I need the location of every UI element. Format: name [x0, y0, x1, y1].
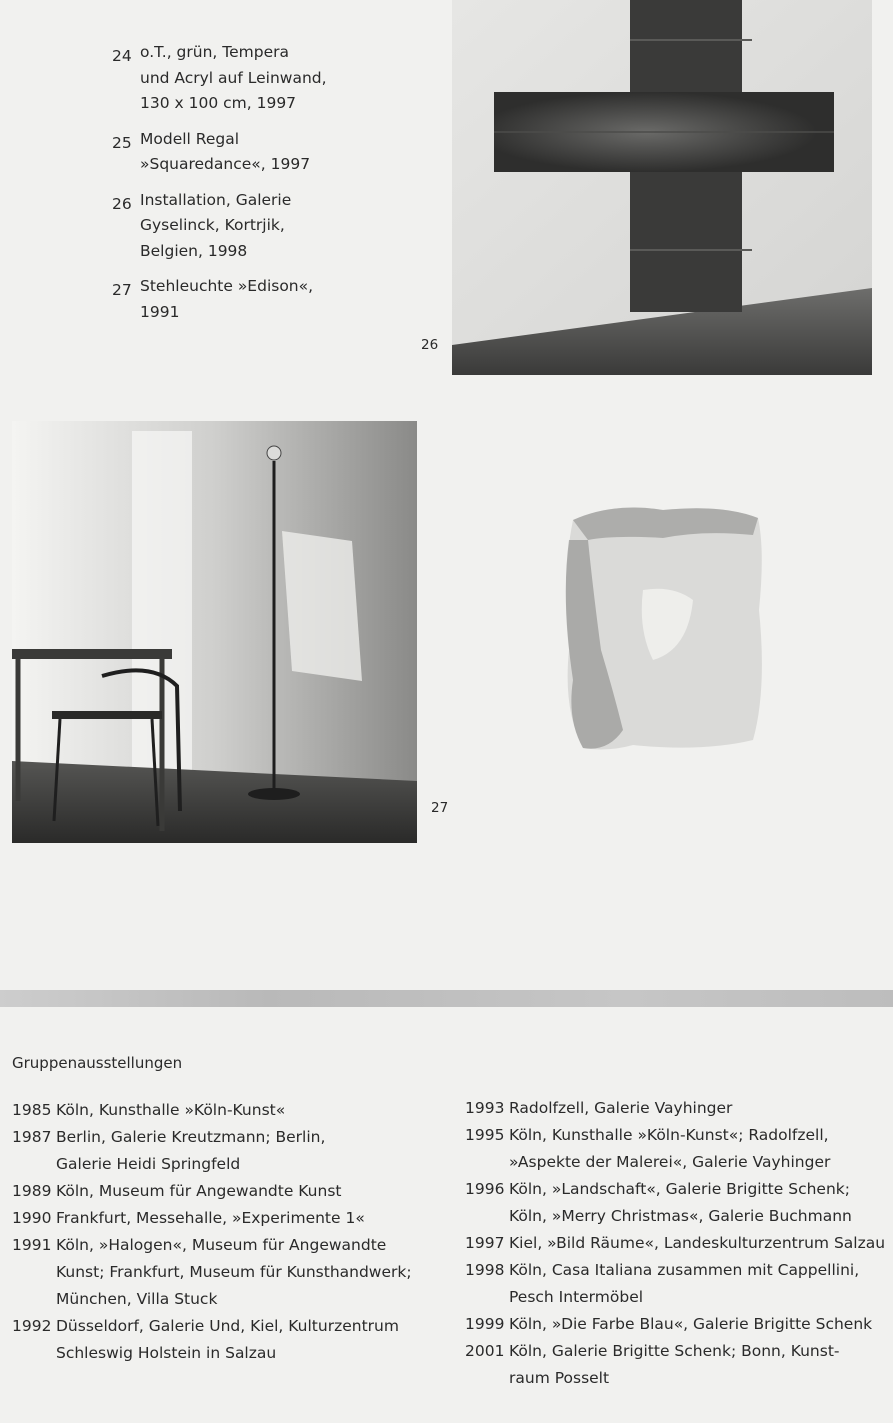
caption-26: [112, 188, 412, 265]
exhibition-row: [465, 1338, 893, 1392]
exhibition-text: Radolfzell, Galerie Vayhinger: [509, 1099, 733, 1117]
exhibition-year: 1995: [465, 1126, 505, 1144]
caption-number: 25: [112, 133, 132, 152]
exhibition-year: 1997: [465, 1234, 505, 1252]
exhibition-text: Köln, Kunsthalle »Köln-Kunst«; Radolfzell, »Aspekte der Malerei«, Galerie Vayhinger: [509, 1126, 831, 1171]
caption-number: 24: [112, 47, 132, 65]
figure-label-27: 27: [431, 800, 449, 816]
exhibition-year: 1992: [12, 1317, 52, 1335]
exhibition-year: 1985: [12, 1101, 52, 1119]
exhibition-row: [465, 1230, 893, 1257]
exhibition-text: Frankfurt, Messehalle, »Experimente 1«: [56, 1209, 365, 1227]
exhibition-row: [465, 1095, 893, 1122]
exhibition-text: Köln, Kunsthalle »Köln-Kunst«: [56, 1101, 286, 1119]
divider-band: [0, 990, 893, 1007]
caption-number: 27: [112, 281, 132, 299]
exhibition-text: Düsseldorf, Galerie Und, Kiel, Kulturzentrum Schleswig Holstein in Salzau: [56, 1317, 399, 1362]
exhibition-text: Köln, Museum für Angewandte Kunst: [56, 1182, 342, 1200]
caption-27: [112, 274, 412, 325]
exhibition-year: 1996: [465, 1180, 505, 1198]
exhibition-year: 1990: [12, 1209, 52, 1227]
exhibition-text: Berlin, Galerie Kreutzmann; Berlin, Galerie Heidi Springfeld: [56, 1128, 326, 1173]
exhibition-year: 1998: [465, 1261, 505, 1279]
exhibition-row: [12, 1124, 442, 1178]
exhibition-text: Köln, Casa Italiana zusammen mit Cappellini, Pesch Intermöbel: [509, 1261, 860, 1306]
exhibition-row: [465, 1176, 893, 1230]
exhibition-row: [12, 1313, 442, 1367]
caption-24: [112, 40, 412, 117]
caption-text: Modell Regal »Squaredance«, 1997: [140, 129, 311, 173]
caption-25: [112, 127, 412, 178]
installation-photo-graphic: [452, 0, 872, 375]
exhibition-year: 2001: [465, 1342, 505, 1360]
exhibition-row: [12, 1178, 442, 1205]
photo-lamp-27: [12, 421, 417, 843]
exhibition-year: 1991: [12, 1236, 52, 1254]
exhibition-year: 1999: [465, 1315, 505, 1333]
painting-graphic: [553, 490, 785, 780]
exhibition-text: Köln, Galerie Brigitte Schenk; Bonn, Kunst- raum Posselt: [509, 1342, 840, 1387]
exhibition-year: 1989: [12, 1182, 52, 1200]
lamp-photo-graphic: [12, 421, 417, 843]
exhibition-row: [465, 1311, 893, 1338]
exhibition-year: 1993: [465, 1099, 505, 1117]
exhibition-list-left: [12, 1097, 442, 1367]
exhibition-row: [12, 1205, 442, 1232]
exhibition-year: 1987: [12, 1128, 52, 1146]
section-title: Gruppenausstellungen: [12, 1054, 183, 1072]
exhibition-row: [465, 1122, 893, 1176]
exhibition-row: [465, 1257, 893, 1311]
exhibition-text: Köln, »Halogen«, Museum für Angewandte Kunst; Frankfurt, Museum für Kunsthandwerk; München, Villa Stuck: [56, 1236, 412, 1308]
exhibition-text: Kiel, »Bild Räume«, Landeskulturzentrum Salzau: [509, 1234, 886, 1252]
exhibition-text: Köln, »Landschaft«, Galerie Brigitte Schenk; Köln, »Merry Christmas«, Galerie Buchmann: [509, 1180, 852, 1225]
exhibition-row: [12, 1232, 442, 1313]
exhibition-list-right: [465, 1095, 893, 1392]
painting-24: [553, 490, 785, 780]
caption-number: 26: [112, 194, 132, 213]
figure-label-26: 26: [421, 337, 439, 353]
exhibition-row: [12, 1097, 442, 1124]
caption-text: Installation, Galerie Gyselinck, Kortrjik, Belgien, 1998: [140, 190, 292, 260]
caption-text: o.T., grün, Tempera und Acryl auf Leinwand, 130 x 100 cm, 1997: [140, 43, 327, 112]
caption-list: [112, 40, 412, 335]
caption-text: Stehleuchte »Edison«, 1991: [140, 277, 314, 321]
photo-installation-26: [452, 0, 872, 375]
exhibition-text: Köln, »Die Farbe Blau«, Galerie Brigitte Schenk: [509, 1315, 873, 1333]
